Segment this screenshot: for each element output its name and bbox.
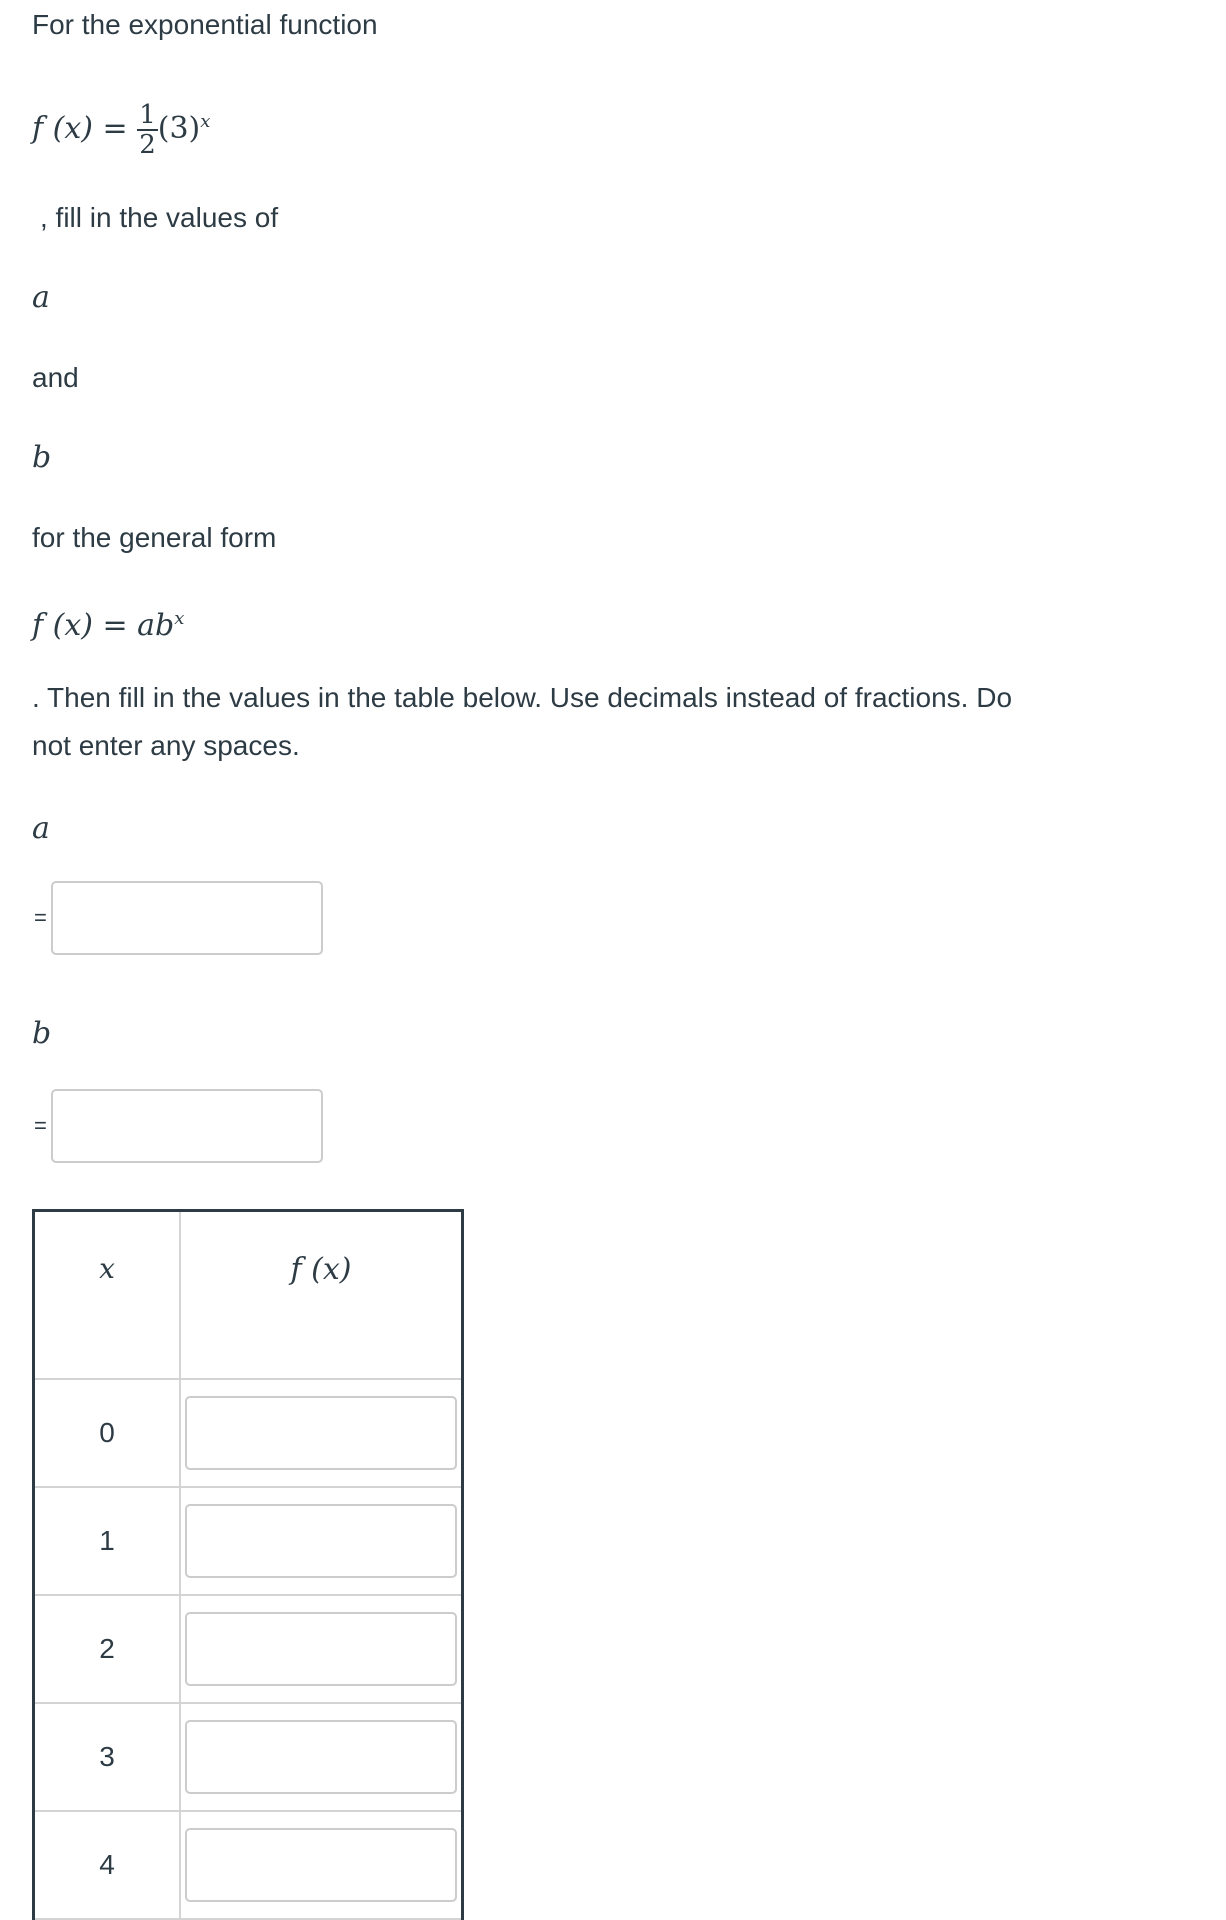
general-form-lhs: f (x) = ab (32, 608, 175, 643)
label-a: a (32, 811, 50, 846)
values-table (32, 1209, 464, 1920)
and-text: and (32, 362, 79, 393)
instructions-line-2: not enter any spaces. (32, 730, 300, 761)
x-value: 0 (34, 1379, 181, 1487)
table-row (34, 1595, 463, 1703)
table-row (34, 1811, 463, 1919)
intro-text: For the exponential function (32, 9, 378, 40)
header-x: x (34, 1211, 181, 1379)
x-value: 3 (34, 1703, 181, 1811)
table-row (34, 1703, 463, 1811)
var-b: b (32, 440, 52, 475)
fx-input-3[interactable] (185, 1720, 457, 1794)
fx-input-0[interactable] (185, 1396, 457, 1470)
fx-input-1[interactable] (185, 1504, 457, 1578)
var-a: a (32, 280, 50, 315)
general-form-label: for the general form (32, 522, 277, 553)
fx-input-2[interactable] (185, 1612, 457, 1686)
table-header-row (34, 1211, 463, 1379)
fx-input-4[interactable] (185, 1828, 457, 1902)
table-row (34, 1487, 463, 1595)
table-row (34, 1379, 463, 1487)
b-input[interactable] (51, 1089, 323, 1163)
function-lhs: f (x) = (32, 111, 128, 146)
numerator: 1 (139, 100, 156, 130)
equals-sign-b: = (34, 1113, 47, 1138)
a-input[interactable] (51, 881, 323, 955)
x-value: 2 (34, 1595, 181, 1703)
general-form-exponent: x (174, 608, 185, 629)
instructions-line-1: . Then fill in the values in the table below. Use decimals instead of fractions. Do (32, 682, 1013, 713)
exponent: x (200, 111, 211, 132)
given-function (32, 94, 210, 159)
base: (3) (157, 111, 201, 146)
header-fx: f (x) (180, 1211, 463, 1379)
x-value: 4 (34, 1811, 181, 1919)
general-form (32, 595, 184, 650)
label-b: b (32, 1016, 52, 1051)
denominator: 2 (139, 130, 156, 160)
equals-sign-a: = (34, 905, 47, 930)
x-value: 1 (34, 1487, 181, 1595)
fill-values-text: , fill in the values of (40, 202, 279, 233)
fraction (137, 101, 158, 159)
